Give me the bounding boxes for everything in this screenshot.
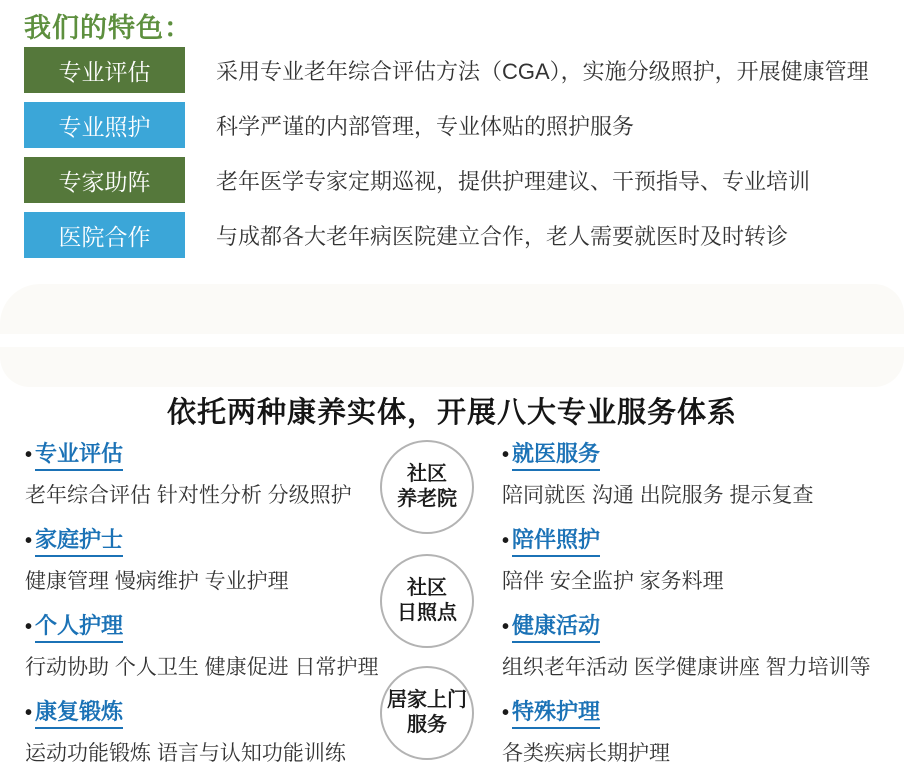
service-link[interactable]: 专业评估 (35, 442, 123, 471)
feature-description: 科学严谨的内部管理，专业体贴的照护服务 (216, 113, 635, 139)
service-item (502, 442, 902, 509)
services-heading: 依托两种康养实体，开展八大专业服务体系 (166, 397, 737, 429)
feature-label-badge: 专家助阵 (24, 157, 185, 203)
service-link[interactable]: 个人护理 (35, 614, 123, 643)
bullet-dot-icon: • (25, 616, 33, 638)
feature-row (24, 212, 869, 258)
feature-row (24, 47, 869, 93)
service-description: 行动协助 个人卫生 健康促进 日常护理 (25, 656, 379, 679)
bullet-dot-icon: • (502, 444, 510, 466)
feature-label-badge: 专业照护 (24, 102, 185, 148)
service-link[interactable]: 家庭护士 (35, 528, 123, 557)
background-band (0, 284, 904, 334)
bullet-dot-icon: • (25, 444, 33, 466)
entity-circle-home-visit-service (380, 666, 474, 760)
service-description: 陪同就医 沟通 出院服务 提示复查 (502, 484, 814, 507)
service-item (502, 700, 902, 767)
bullet-dot-icon: • (25, 530, 33, 552)
entity-circle-label: 社区 (407, 463, 447, 485)
service-description: 各类疾病长期护理 (502, 742, 670, 765)
feature-description: 与成都各大老年病医院建立合作，老人需要就医时及时转诊 (216, 223, 789, 249)
service-description: 陪伴 安全监护 家务料理 (502, 570, 724, 593)
feature-label-badge: 专业评估 (24, 47, 185, 93)
feature-description: 老年医学专家定期巡视，提供护理建议、干预指导、专业培训 (216, 168, 811, 194)
bullet-dot-icon: • (502, 616, 510, 638)
service-item (502, 614, 902, 681)
service-description: 老年综合评估 针对性分析 分级照护 (25, 484, 352, 507)
bullet-dot-icon: • (502, 702, 510, 724)
service-link[interactable]: 陪伴照护 (512, 528, 600, 557)
service-link[interactable]: 特殊护理 (512, 700, 600, 729)
service-link[interactable]: 康复锻炼 (35, 700, 123, 729)
entity-circle-label: 日照点 (397, 602, 457, 624)
feature-description: 采用专业老年综合评估方法（CGA），实施分级照护，开展健康管理 (216, 58, 869, 84)
service-link[interactable]: 健康活动 (512, 614, 600, 643)
entity-circle-label: 社区 (407, 577, 447, 599)
service-item (25, 614, 377, 681)
service-item (25, 528, 377, 595)
services-right-column (502, 442, 902, 782)
entity-circle-label: 服务 (407, 714, 447, 736)
entity-circle-label: 养老院 (397, 488, 457, 510)
service-item (502, 528, 902, 595)
feature-label-badge: 医院合作 (24, 212, 185, 258)
service-description: 运动功能锻炼 语言与认知功能训练 (25, 742, 346, 765)
service-item (25, 442, 377, 509)
service-description: 组织老年活动 医学健康讲座 智力培训等 (502, 656, 871, 679)
background-band (0, 347, 904, 387)
feature-row (24, 102, 869, 148)
features-heading: 我们的特色： (24, 13, 192, 43)
bullet-dot-icon: • (25, 702, 33, 724)
entity-circle-community-daycare (380, 554, 474, 648)
features-list (24, 47, 869, 258)
service-link[interactable]: 就医服务 (512, 442, 600, 471)
service-item (25, 700, 377, 767)
service-description: 健康管理 慢病维护 专业护理 (25, 570, 289, 593)
entity-circle-community-nursing-home (380, 440, 474, 534)
services-left-column (25, 442, 377, 782)
feature-row (24, 157, 869, 203)
entity-circle-label: 居家上门 (387, 689, 467, 711)
bullet-dot-icon: • (502, 530, 510, 552)
